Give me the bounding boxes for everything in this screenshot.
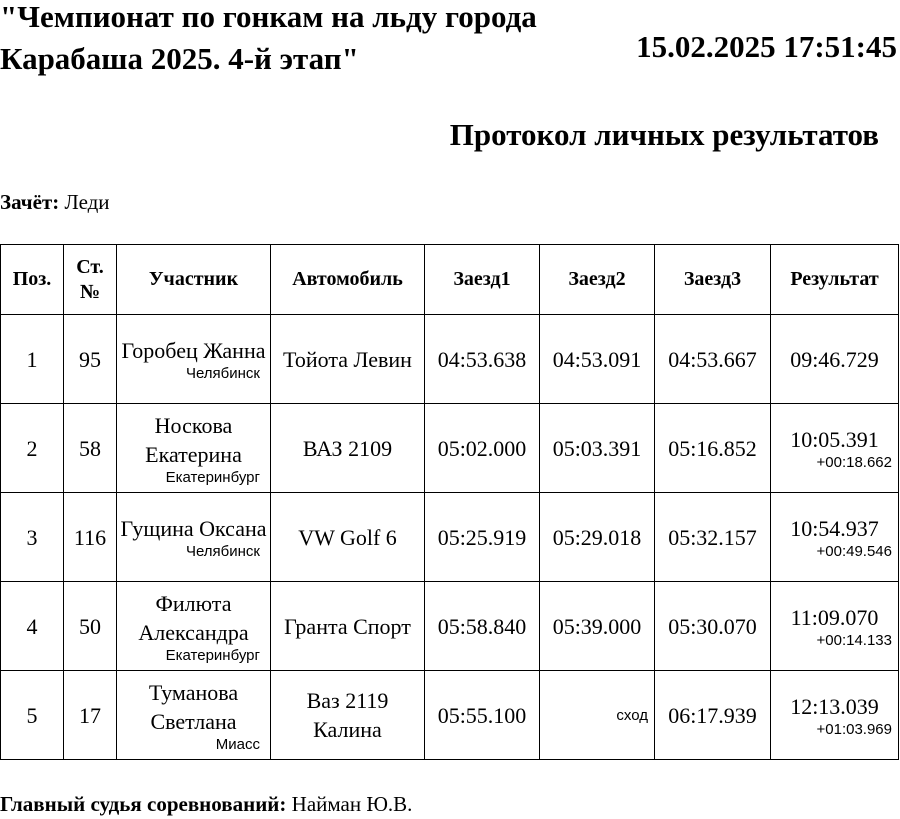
cell-result — [771, 404, 899, 493]
cell-result — [771, 582, 899, 671]
table-row — [1, 404, 899, 493]
table-header-row — [1, 245, 899, 315]
result-gap: +01:03.969 — [816, 721, 892, 738]
cell-car: Тойота Левин — [271, 315, 425, 404]
cell-start-number: 58 — [64, 404, 117, 493]
cell-result — [771, 493, 899, 582]
cell-start-number: 17 — [64, 671, 117, 760]
col-header-run3: Заезд3 — [655, 245, 771, 315]
cell-run2: 05:03.391 — [540, 404, 655, 493]
cell-participant — [117, 493, 271, 582]
cell-run2 — [540, 671, 655, 760]
participant-name: Носкова Екатерина — [145, 412, 242, 467]
judge-name: Найман Ю.В. — [291, 792, 413, 816]
result-gap: +00:49.546 — [816, 543, 892, 560]
col-header-participant: Участник — [117, 245, 271, 315]
protocol-title: Протокол личных результатов — [449, 117, 879, 152]
cell-car: VW Golf 6 — [271, 493, 425, 582]
dnf-status: сход — [616, 706, 648, 724]
cell-run2: 05:29.018 — [540, 493, 655, 582]
cell-car: Гранта Спорт — [271, 582, 425, 671]
cell-position: 4 — [1, 582, 64, 671]
result-time: 11:09.070 — [790, 605, 879, 630]
cell-participant — [117, 671, 271, 760]
cell-start-number: 95 — [64, 315, 117, 404]
cell-car: ВАЗ 2109 — [271, 404, 425, 493]
cell-participant — [117, 582, 271, 671]
cell-position: 5 — [1, 671, 64, 760]
participant-name: Гущина Оксана — [120, 516, 267, 541]
print-datetime: 15.02.2025 17:51:45 — [636, 29, 897, 64]
cell-run1: 05:55.100 — [425, 671, 540, 760]
table-row — [1, 582, 899, 671]
judge-label: Главный судья соревнований: — [0, 792, 287, 816]
col-header-start-number: Ст. № — [64, 245, 117, 315]
event-title: "Чемпионат по гонкам на льду города Карабаша 2025. 4-й этап" — [0, 0, 537, 76]
cell-start-number: 50 — [64, 582, 117, 671]
cell-position: 2 — [1, 404, 64, 493]
col-header-run2: Заезд2 — [540, 245, 655, 315]
col-header-result: Результат — [771, 245, 899, 315]
cell-result — [771, 315, 899, 404]
chief-judge-line — [0, 790, 412, 818]
result-time: 10:05.391 — [790, 427, 879, 452]
cell-result — [771, 671, 899, 760]
col-header-run1: Заезд1 — [425, 245, 540, 315]
group-value: Леди — [64, 190, 110, 214]
participant-name: Филюта Александра — [138, 590, 249, 645]
cell-run2: 04:53.091 — [540, 315, 655, 404]
cell-car: Ваз 2119 Калина — [271, 671, 425, 760]
group-line — [0, 188, 110, 216]
cell-run2: 05:39.000 — [540, 582, 655, 671]
cell-run3: 05:32.157 — [655, 493, 771, 582]
result-time: 12:13.039 — [790, 694, 879, 719]
cell-position: 3 — [1, 493, 64, 582]
cell-participant — [117, 315, 271, 404]
participant-city: Челябинск — [185, 365, 260, 382]
participant-city: Миасс — [215, 735, 260, 753]
result-gap: +00:14.133 — [816, 632, 892, 649]
cell-start-number: 116 — [64, 493, 117, 582]
cell-run3: 05:30.070 — [655, 582, 771, 671]
col-header-position: Поз. — [1, 245, 64, 315]
cell-run3: 04:53.667 — [655, 315, 771, 404]
cell-participant — [117, 404, 271, 493]
results-table — [0, 244, 899, 760]
participant-city: Екатеринбург — [165, 468, 260, 486]
cell-run1: 05:25.919 — [425, 493, 540, 582]
cell-run1: 05:02.000 — [425, 404, 540, 493]
cell-position: 1 — [1, 315, 64, 404]
result-time: 09:46.729 — [790, 346, 879, 372]
table-row — [1, 671, 899, 760]
participant-name: Горобец Жанна — [121, 338, 266, 363]
cell-run1: 05:58.840 — [425, 582, 540, 671]
table-row — [1, 315, 899, 404]
participant-city: Екатеринбург — [165, 646, 260, 664]
result-time: 10:54.937 — [790, 516, 879, 541]
cell-run3: 06:17.939 — [655, 671, 771, 760]
cell-run3: 05:16.852 — [655, 404, 771, 493]
table-row — [1, 493, 899, 582]
cell-run1: 04:53.638 — [425, 315, 540, 404]
group-label: Зачёт: — [0, 190, 60, 214]
result-gap: +00:18.662 — [816, 454, 892, 471]
col-header-car: Автомобиль — [271, 245, 425, 315]
participant-name: Туманова Светлана — [148, 679, 239, 734]
participant-city: Челябинск — [185, 543, 260, 560]
